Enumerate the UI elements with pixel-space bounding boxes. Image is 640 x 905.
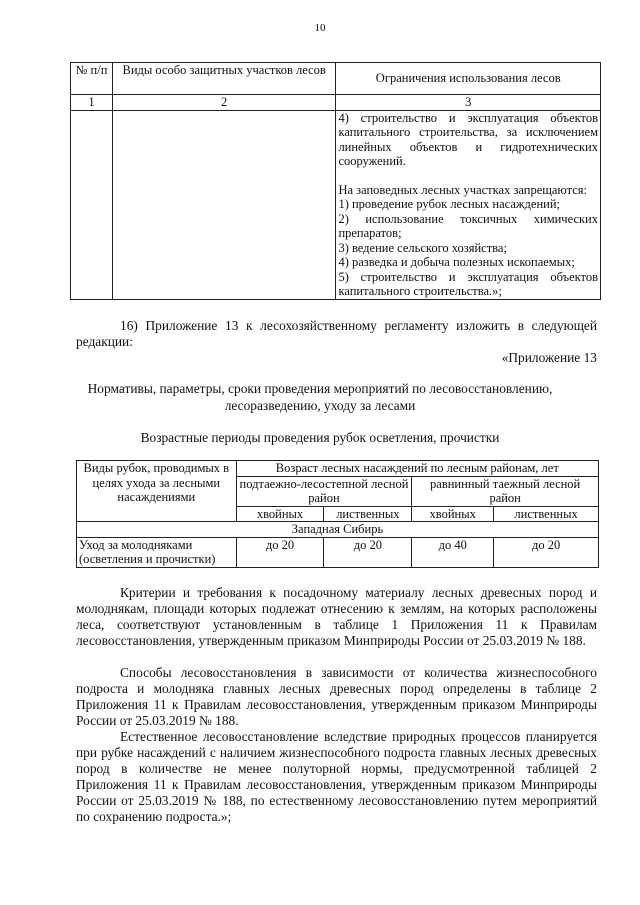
paragraph-16: 16) Приложение 13 к лесохозяйственному регламенту изложить в следующей редакции: xyxy=(76,318,597,349)
row-value: до 40 xyxy=(412,537,494,567)
header-cut-types: Виды рубок, проводимых в целях ухода за лесными насаждениями xyxy=(77,461,237,522)
subheader-conifer: хвойных xyxy=(236,506,324,522)
paragraph-methods: Способы лесовосстановления в зависимости от количества жизнеспособного подроста и молодняка главных лесных древесных пород определены в таблице 2 Приложения 11 к Правилам лесовосстановления, утвержденным приказом Минприроды России от 25.03.2019 № 188. xyxy=(76,665,597,728)
restriction-item: 1) проведение рубок лесных насаждений; xyxy=(338,197,560,211)
subheader-deciduous: лиственных xyxy=(494,506,599,522)
header-restrictions: Ограничения использования лесов xyxy=(336,63,601,95)
restriction-item: 5) строительство и эксплуатация объектов капитального строительства.»; xyxy=(338,269,598,298)
subheader-conifer: хвойных xyxy=(412,506,494,522)
restriction-item: 3) ведение сельского хозяйства; xyxy=(338,240,507,255)
empty-num-cell xyxy=(71,110,113,299)
appendix-title-line2: лесоразведению, уходу за лесами xyxy=(224,398,416,413)
col-number-1: 1 xyxy=(71,95,113,111)
page-number: 10 xyxy=(314,22,326,34)
paragraph-criteria: Критерии и требования к посадочному материалу лесных древесных пород и молоднякам, площади которых подлежат отнесению к землям, на которых расположены леса, соответствуют установленным в таблице 1 Приложения 11 к Правилам лесовосстановления, утвержденным приказом Минприроды России от 25.03.2019 № 188. xyxy=(76,585,597,648)
empty-type-cell xyxy=(112,110,336,299)
reserve-heading: На заповедных лесных участках запрещаются: xyxy=(338,182,587,197)
table2-title: Возрастные периоды проведения рубок осветления, прочистки xyxy=(140,430,500,445)
col-number-2: 2 xyxy=(112,95,336,111)
header-age: Возраст лесных насаждений по лесным районам, лет xyxy=(236,461,598,477)
restriction-item: 4) строительство и эксплуатация объектов капитального строительства, за исключением линейных объектов и гидротехнических сооружений. xyxy=(338,110,598,168)
restriction-item: 4) разведка и добыча полезных ископаемых; xyxy=(338,255,575,269)
row-value: до 20 xyxy=(236,537,324,567)
appendix-label: «Приложение 13 xyxy=(501,350,597,365)
appendix-title-line1: Нормативы, параметры, сроки проведения мероприятий по лесовосстановлению, xyxy=(87,381,553,396)
paragraph-natural: Естественное лесовосстановление вследствие природных процессов планируется при рубке насаждений с наличием жизнеспособного подроста главных лесных древесных пород в количестве не менее полуторной нормы, предусмотренной таблицей 2 Приложения 11 к Правилам лесовосстановления, утвержденным приказом Минприроды России от 25.03.2019 № 188, по естественному лесовосстановлению путем мероприятий по сохранению подроста.»; xyxy=(76,729,597,824)
subheader-deciduous: лиственных xyxy=(324,506,412,522)
col-number-3: 3 xyxy=(336,95,601,111)
row-value: до 20 xyxy=(324,537,412,567)
row-value: до 20 xyxy=(494,537,599,567)
header-num: № п/п xyxy=(71,63,113,95)
header-area-type: Виды особо защитных участков лесов xyxy=(112,63,336,95)
restrictions-cell xyxy=(336,110,601,299)
age-periods-table xyxy=(76,460,599,568)
restriction-item: 2) использование токсичных химических препаратов; xyxy=(338,211,598,240)
row-cut-type: Уход за молодняками (осветления и прочистки) xyxy=(77,537,237,567)
header-region-taiga: равнинный таежный лесной район xyxy=(412,476,599,506)
zone-row: Западная Сибирь xyxy=(77,522,599,538)
restrictions-table xyxy=(70,62,601,300)
header-region-subtaiga: подтаежно-лесостепной лесной район xyxy=(236,476,412,506)
